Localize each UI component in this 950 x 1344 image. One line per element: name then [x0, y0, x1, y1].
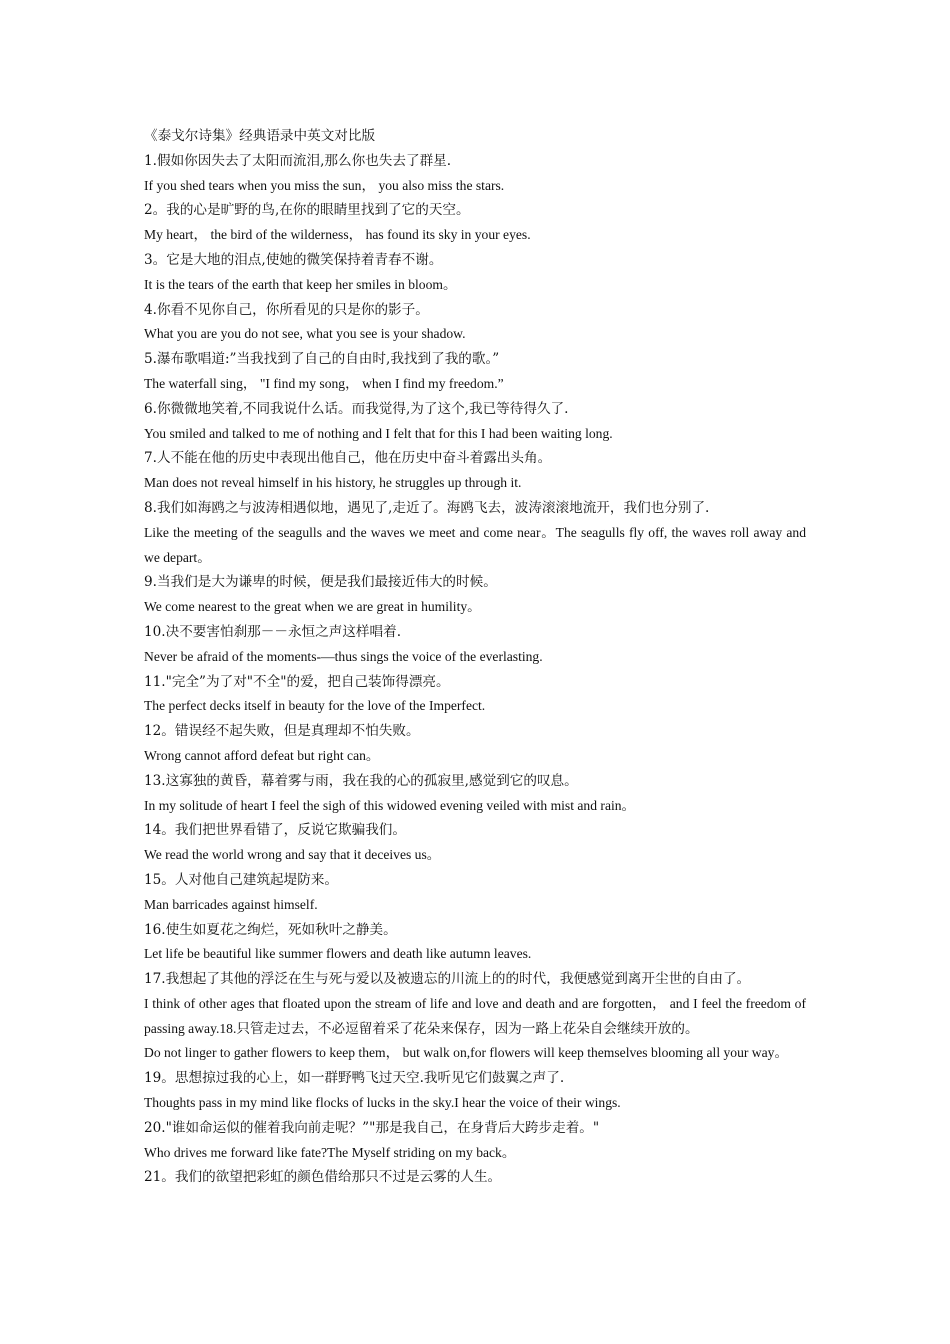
quote-zh-7: 7.人不能在他的历史中表现出他自己，他在历史中奋斗着露出头角。 [144, 450, 552, 467]
quote-zh-1: 1.假如你因失去了太阳而流泪,那么你也失去了群星. [144, 152, 452, 169]
quote-en-17-zh-18: I think of other ages that floated upon the stream of life and love and death and are forgotten， and I feel the freedom of passing away.18.只管走过去，不必逗留着采了花朵来保存，因为一路上花朵自会继续开放的。 [144, 995, 806, 1036]
quote-en-20: Who drives me forward like fate?The Myself striding on my back。 [144, 1144, 516, 1160]
quote-zh-13: 13.这寡独的黄昏，幕着雾与雨，我在我的心的孤寂里,感觉到它的叹息。 [144, 772, 578, 789]
quote-en-4: What you are you do not see, what you see is your shadow. [144, 326, 466, 342]
quote-zh-16: 16.使生如夏花之绚烂，死如秋叶之静美。 [144, 921, 397, 938]
document-title: 《泰戈尔诗集》经典语录中英文对比版 [144, 128, 376, 144]
quote-zh-3: 3。它是大地的泪点,使她的微笑保持着青春不谢。 [144, 251, 443, 268]
quote-en-9: We come nearest to the great when we are great in humility。 [144, 599, 481, 615]
quote-en-3: It is the tears of the earth that keep her smiles in bloom。 [144, 276, 457, 292]
quote-zh-2: 2。我的心是旷野的鸟,在你的眼睛里找到了它的天空。 [144, 202, 470, 219]
quote-en-7: Man does not reveal himself in his history, he struggles up through it. [144, 475, 522, 491]
quote-en-10: Never be afraid of the moments-—thus sings the voice of the everlasting. [144, 648, 543, 664]
quote-zh-19: 19。思想掠过我的心上，如一群野鸭飞过天空.我听见它们鼓翼之声了. [144, 1070, 565, 1087]
quote-zh-21: 21。我们的欲望把彩虹的颜色借给那只不过是云雾的人生。 [144, 1169, 502, 1186]
quote-zh-17: 17.我想起了其他的浮泛在生与死与爱以及被遗忘的川流上的的时代，我便感觉到离开尘世的自由了。 [144, 971, 751, 988]
quote-zh-11: 11."完全”为了对"不全"的爱，把自己装饰得漂亮。 [144, 673, 450, 690]
quote-en-15: Man barricades against himself. [144, 896, 318, 912]
quote-en-2: My heart， the bird of the wilderness， has found its sky in your eyes. [144, 227, 531, 243]
quote-zh-10: 10.决不要害怕刹那－－永恒之声这样唱着. [144, 623, 402, 640]
quote-zh-5: 5.瀑布歌唱道:”当我找到了自己的自由时,我找到了我的歌。” [144, 351, 500, 368]
quote-en-6: You smiled and talked to me of nothing and I felt that for this I had been waiting long. [144, 425, 613, 441]
quote-zh-8: 8.我们如海鸥之与波涛相遇似地，遇见了,走近了。海鸥飞去，波涛滚滚地流开，我们也分别了. [144, 499, 710, 516]
quote-zh-14: 14。我们把世界看错了，反说它欺骗我们。 [144, 822, 406, 839]
quote-en-11: The perfect decks itself in beauty for the love of the Imperfect. [144, 698, 486, 714]
quote-zh-9: 9.当我们是大为谦卑的时候，便是我们最接近伟大的时候。 [144, 574, 497, 591]
quote-en-16: Let life be beautiful like summer flowers and death like autumn leaves. [144, 946, 532, 962]
document-page [144, 124, 806, 1190]
quote-zh-20: 20."谁如命运似的催着我向前走呢？”"那是我自己，在身背后大跨步走着。" [144, 1119, 600, 1136]
quote-en-1: If you shed tears when you miss the sun， you also miss the stars. [144, 177, 505, 193]
quote-zh-12: 12。错误经不起失败，但是真理却不怕失败。 [144, 723, 420, 740]
quote-en-5: The waterfall sing， "I find my song， when I find my freedom.” [144, 375, 504, 391]
quote-zh-6: 6.你微微地笑着,不同我说什么话。而我觉得,为了这个,我已等待得久了. [144, 400, 569, 417]
quote-en-8: Like the meeting of the seagulls and the waves we meet and come near。The seagulls fly off, the waves roll away and we depart。 [144, 524, 806, 565]
quote-zh-15: 15。人对他自己建筑起堤防来。 [144, 871, 339, 888]
quote-en-14: We read the world wrong and say that it deceives us。 [144, 847, 441, 863]
quote-zh-4: 4.你看不见你自己，你所看见的只是你的影子。 [144, 301, 429, 318]
quote-en-19: Thoughts pass in my mind like flocks of lucks in the sky.I hear the voice of their wings. [144, 1095, 621, 1111]
quote-en-12: Wrong cannot afford defeat but right can。 [144, 747, 380, 763]
quote-en-18: Do not linger to gather flowers to keep them， but walk on,for flowers will keep themselves blooming all your way。 [144, 1045, 789, 1061]
quote-en-13: In my solitude of heart I feel the sigh of this widowed evening veiled with mist and rain。 [144, 797, 636, 813]
